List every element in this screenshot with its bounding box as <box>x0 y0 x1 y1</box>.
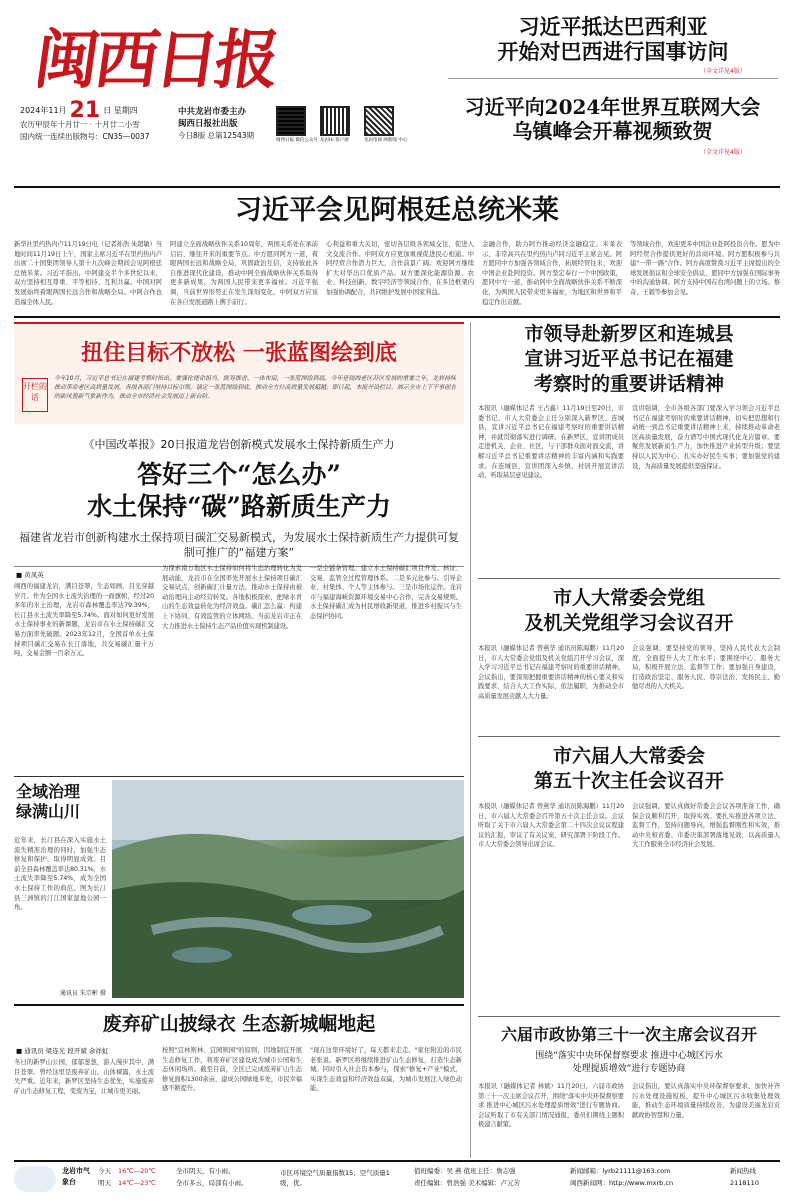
footer-bar <box>14 1164 780 1194</box>
feature-title-2: 水土保持“碳”路新质生产力 <box>87 492 391 521</box>
landscape-illustration <box>112 780 464 998</box>
right4-title: 六届市政协第三十一次主席会议召开 <box>500 1025 757 1044</box>
mining-col-1: 冬日的新罗山公园，郁郁葱葱，游人漫步其中，满目苍翠。曾经这里是废弃矿山，山体裸露，水土流失严重。近年来，新罗区坚持生态优先，实施废弃矿山生态修复工程，变废为宝，让城市更美丽。 <box>14 1059 154 1095</box>
right3-col-1: 本报讯（融媒体记者 曾燕华 通讯员陈海鹏）11月20日，市六届人大常委会召开第五十次主任会议。会议听取了关于市六届人大常委会第二十四次会议议程建议的汇报，审议了有关议案，研究部署下阶段工作。市人大常委会领导出席会议。 <box>478 803 624 849</box>
qr-code-icon <box>364 106 394 136</box>
issue-info: 今日8版 总第12543期 <box>178 131 255 140</box>
footer-web: 闽西新闻网：http://www.mxrb.cn <box>570 1179 674 1187</box>
feature-col-3: 一是全链条管理。建立水土保持碳汇项目开发、核证、交易、监管全过程管理体系。二是多元化参与。引导企业、村集体、个人等主体参与。三是市场化运作。龙岩市与福建海峡资源环境交易中心合作，完善交易规则。水土保持碳汇成为村民增收新渠道，推进乡村振兴与生态保护协同。 <box>310 565 462 620</box>
qr-label-2: 龙岩Hi 客户端 <box>320 138 349 143</box>
qr-code-icon <box>276 106 306 136</box>
weather-today: 今天 <box>98 1167 111 1175</box>
right1-title: 市领导赴新罗区和连城县 宣讲习近平总书记在福建 考察时的重要讲话精神 <box>524 323 734 395</box>
lead-col-4: 金融合作，助力阿方推动经济金融稳定。米莱表示，非常高兴在里约热内卢同习近平主席会见。阿方愿同中方加强各领域合作，拓展经贸往来，欢迎中国企业赴阿投资。阿方坚定奉行一个中国政策，愿同中方一道，推动阿中全面战略伙伴关系不断深化，为两国人民带来更多福祉，为地区和世界和平稳定作出贡献。 <box>482 241 622 306</box>
qr-code-icon <box>320 106 350 136</box>
weather-today-desc: 全市阴天，有小雨。 <box>176 1167 235 1175</box>
lunar-date: 农历甲辰年十月廿一 · 十月廿二小雪 <box>20 120 140 129</box>
publisher-block <box>178 106 254 142</box>
feature-title-1: 答好三个“怎么办” <box>137 460 341 489</box>
footer-hotline-number: 2118110 <box>730 1179 759 1187</box>
footer-editors: 值班编委：吴 燕 值班主任：詹志强 <box>414 1167 516 1175</box>
headline-1-note: （全文详见4版） <box>700 68 746 75</box>
right1-col-2: 宣讲强调，全市各级各部门要深入学习领会习近平总书记在福建考察时的重要讲话精神，切实把思想和行动统一到总书记重要讲话精神上来，持续推动革命老区高质量发展，奋力谱写中国式现代化龙岩篇章。要聚焦发展新质生产力，加快推进产业转型升级；要坚持以人民为中心，扎实办好民生实事；要加强党的建设，为高质量发展提供坚强保证。 <box>632 405 780 470</box>
photo-caption: 近年来，长汀县在深入实施水土流失精准治理的同时，加强生态修复和保护，取得明显成效。目前全县森林覆盖率达80.31%，水土流失率降至5.74%，成为全国水土保持工作的典范。图为长汀县三洲镇的汀江国家湿地公园一角。 <box>14 837 106 912</box>
photo-title: 全域治理 绿满山川 <box>16 782 81 821</box>
footer-hotline-label: 新闻热线 <box>730 1167 756 1175</box>
right2-col-1: 本报讯（融媒体记者 曾燕华 通讯员陈海鹏）11月20日，市人大常委会党组及机关党组召开学习会议，深入学习习近平总书记在福建考察时的重要讲话精神。会议指出，要深刻把握重要讲话精神的核心要义和实践要求，结合人大工作实际，依法履职，为推动全市高质量发展贡献人大力量。 <box>478 645 624 700</box>
photo-credit: 通讯员 朱宗彬 摄 <box>60 990 106 997</box>
feature-byline: ■ 黄凤英 <box>16 571 44 579</box>
banner-tag: 开栏的话 <box>22 378 48 412</box>
publisher: 闽西日报社出版 <box>178 119 238 129</box>
masthead-logo <box>38 12 288 94</box>
masthead-title: 闽西日报 <box>38 23 281 94</box>
right3-col-2: 会议强调，要认真做好常委会会议各项准备工作，确保会议顺利召开，取得实效。要扎实推进各项立法、监督工作，坚持问题导向，增强监督刚性和实效，推动中央和省委、市委决策部署落地见效，以高质量人大工作服务全市经济社会发展。 <box>632 803 780 849</box>
landscape-photo <box>112 780 464 998</box>
lead-col-5: 等领域合作，欢迎更多中国企业赴阿投资合作。愿为中阿经贸合作提供更好的营商环境。阿方愿积极参与共建"一带一路"合作。阿方高度赞赏习近平主席提出的全球发展倡议和全球安全倡议，愿同中方加强在国际事务中的沟通协调。阿方支持中国在台湾问题上的立场。蔡奇、王毅等参加会见。 <box>630 241 780 296</box>
date-suffix: 日 星期四 <box>103 106 138 115</box>
right4-sub: 围绕“落实中央环保督察要求 推进中心城区污水 处理提质增效”进行专题协商 <box>535 1051 723 1074</box>
headline-2-note: （全文详见4版） <box>700 149 746 156</box>
banner-box <box>14 322 464 424</box>
mining-col-2: 按照"宜林则林、宜园则园"的原则，因地制宜开展生态修复工作，将废弃矿区建设成为城市公园和生态休闲场所。截至目前，全区已完成废弃矿山生态修复面积1300余亩，建成公园绿地多处，市民幸福感不断提升。 <box>162 1047 302 1093</box>
right4-col-1: 本报讯（融媒体记者 林斌）11月20日，六届市政协第三十一次主席会议召开，围绕"落实中央环保督察要求 推进中心城区污水处理提质增效"进行专题协商。会议听取了市有关部门情况通报，委员们围绕主题积极建言献策。 <box>478 1083 624 1129</box>
feature-kicker: 《中国改革报》20日报道龙岩创新模式发展水土保持新质生产力 <box>83 438 395 451</box>
masthead-date-block <box>20 98 150 143</box>
feature-sub: 福建省龙岩市创新构建水土保持项目碳汇交易新模式，为发展水土保持新质生产力提供可复制可推广的“福建方案” <box>19 531 459 559</box>
cn-number: 国内统一连续出版物号：CN35—0037 <box>20 132 150 141</box>
mining-col-3: "现在这里环境好了，每天都来走走。"家住附近的市民老张说。新罗区将继续推进矿山生态修复，打造生态新城。同时引入社会资本参与，探索"修复+产业"模式，实现生态效益和经济效益双赢，为城市发展注入绿色动能。 <box>310 1047 462 1093</box>
right2-title: 市人大常委会党组 及机关党组学习会议召开 <box>524 587 734 634</box>
right2-col-2: 会议强调，要坚持党的领导，坚持人民代表大会制度，全面提升人大工作水平；要围绕中心、服务大局，积极开展立法、监督等工作；要加强自身建设，打造政治坚定、服务人民、尊崇法治、发扬民主、勤勉尽责的人大机关。 <box>632 645 780 691</box>
qr-label-3: 龙岩电视 网新闻 中心 <box>364 138 408 143</box>
right1-col-1: 本报讯（融媒体记者 王占鑫）11月19日至20日，市委书记、市人大常委会主任分别深入新罗区、连城县，宣讲习近平总书记在福建考察时的重要讲话精神，并就贯彻落实进行调研。在新罗区，宣讲团成员走进机关、企业、社区，与干部群众面对面交流，讲解习近平总书记重要讲话精神的丰富内涵和实践要求。在连城县，宣讲团深入乡镇、村居开展宣讲活动，听取基层意见建议。 <box>478 405 624 480</box>
weather-label: 龙岩市气象台 <box>62 1167 90 1186</box>
weather-tomorrow-desc: 全市多云，局部有小雨。 <box>176 1179 248 1187</box>
weather-tomorrow-temp: 14℃—23℃ <box>118 1179 156 1187</box>
footer-editors-2: 责任编辑：曾浩强 美术编辑：卢元芳 <box>414 1179 521 1187</box>
footer-email: 新闻邮箱：lyrb21111@163.com <box>570 1167 671 1175</box>
banner-title: 扭住目标不放松 一张蓝图绘到底 <box>81 340 397 366</box>
headline-2: 习近平向2024年世界互联网大会 乌镇峰会开幕视频致贺 <box>464 95 761 143</box>
lead-col-2: 阿建立全面战略伙伴关系10周年，两国关系处在承前启后、继往开来的重要节点。中方愿同阿方一道，着眼两国长远和战略全局，巩固政治互信，支持彼此各自推进现代化建设，推动中阿全面战略伙伴关系取得更多新成果，为两国人民带来更多福祉。习近平强调，当前世界形势正在发生深刻变化，中阿双方应该在各自发展道路上携手前行。 <box>170 241 318 306</box>
qr-label-1: 闽西日报 微信公众号 <box>276 138 318 143</box>
masthead-calligraphy <box>38 12 288 94</box>
date-prefix: 2024年11月 <box>20 106 67 115</box>
feature-col-1: 闽西的福建龙岩，满目苍翠，生态如画，目光穿越岁月。作为全国水土流失治理的一面旗帜，经过20多年的水土治理，龙岩市森林覆盖率达79.39%，长汀县水土流失率降至5.74%。面对如何更好发展水土保持事业的新课题，龙岩市在水土保持碳汇交易方面率先破题。2023年12月，全国首单水土保持项目碳汇交易在长汀落地，共交易碳汇量十万吨，交易金额一百余万元。 <box>14 583 154 658</box>
lead-title: 习近平会见阿根廷总统米莱 <box>235 195 559 226</box>
air-quality: 市区环境空气质量指数15；空气质量1级，优。 <box>280 1169 390 1187</box>
headline-1: 习近平抵达巴西利亚 开始对巴西进行国事访问 <box>497 14 729 64</box>
banner-text: 今年10月，习近平总书记在福建考察时指出，要强化使命担当，统筹推进、一体布局，一张蓝图绘到底。今年是闽西老区苏区发展的重要之年，龙岩持续推动革命老区高质量发展，各级各部门坚持目标引领，锚定一张蓝图绘到底，推动全方位高质量发展超越。即日起，本报开设栏目，展示全市上下干事创业的新风貌新气象新作为，推动全市经济社会发展迈上新台阶。 <box>54 375 456 400</box>
sponsor: 中共龙岩市委主办 <box>178 107 247 117</box>
lead-col-1: 新华社里约热内卢11月19日电（记者孙浩 朱超敏）当地时间11月19日上午，国家主席习近平在里约热内卢出席二十国集团领导人第十九次峰会期间会见阿根廷总统米莱。习近平指出，中阿建交半个多世纪以来，双方坚持相互尊重、平等相待、互利共赢。中国对阿发展始终着眼两国长远合作和战略全局。中阿合作也造福全体人民。 <box>14 241 162 306</box>
weather-today-temp: 16℃—20℃ <box>118 1167 156 1175</box>
lead-col-3: 心利益和重大关切，密切各层级各领域交往，促进人文交流合作。中阿双方应更加重视促进民心相通。中阿经贸合作潜力巨大，合作前景广阔。欢迎阿方继续扩大对华出口优质产品。双方要深化能源资源、农业、科技创新、数字经济等领域合作，在多边框架内加强协调配合，共同维护发展中国家利益。 <box>326 241 474 296</box>
mining-title: 废弃矿山披绿衣 生态新城崛地起 <box>102 1013 376 1035</box>
right3-title: 市六届人大常委会 第五十次主任会议召开 <box>533 745 724 792</box>
feature-col-2: 为探索南方地区水土保持如何将生态治理转化为发展动能，龙岩市在全国率先开展水土保持项目碳汇交易试点，创新碳汇计量方法，推动水土保持由被动治理向主动经营转变。各地积极探索，把绿水青山的生态效益转化为经济效益。碳汇怎么赢：构建上下协同、有效监管的立体网络。当前龙岩市正在大力推进水土保持生态产品价值实现机制建设。 <box>162 565 302 630</box>
right4-col-2: 会议指出，要认真落实中央环保督察要求，加快补齐污水处理设施短板，提升中心城区污水收集处理效能，推动生态环境质量持续改善，为建设美丽龙岩贡献政协智慧和力量。 <box>632 1083 780 1119</box>
weather-tomorrow: 明天 <box>98 1179 111 1187</box>
weather-icon <box>14 1166 56 1192</box>
qr-group <box>276 106 426 150</box>
date-day: 21 <box>69 98 101 123</box>
mining-byline: ■ 通讯员 梁连光 段开斌 余祥虹 <box>16 1047 109 1055</box>
